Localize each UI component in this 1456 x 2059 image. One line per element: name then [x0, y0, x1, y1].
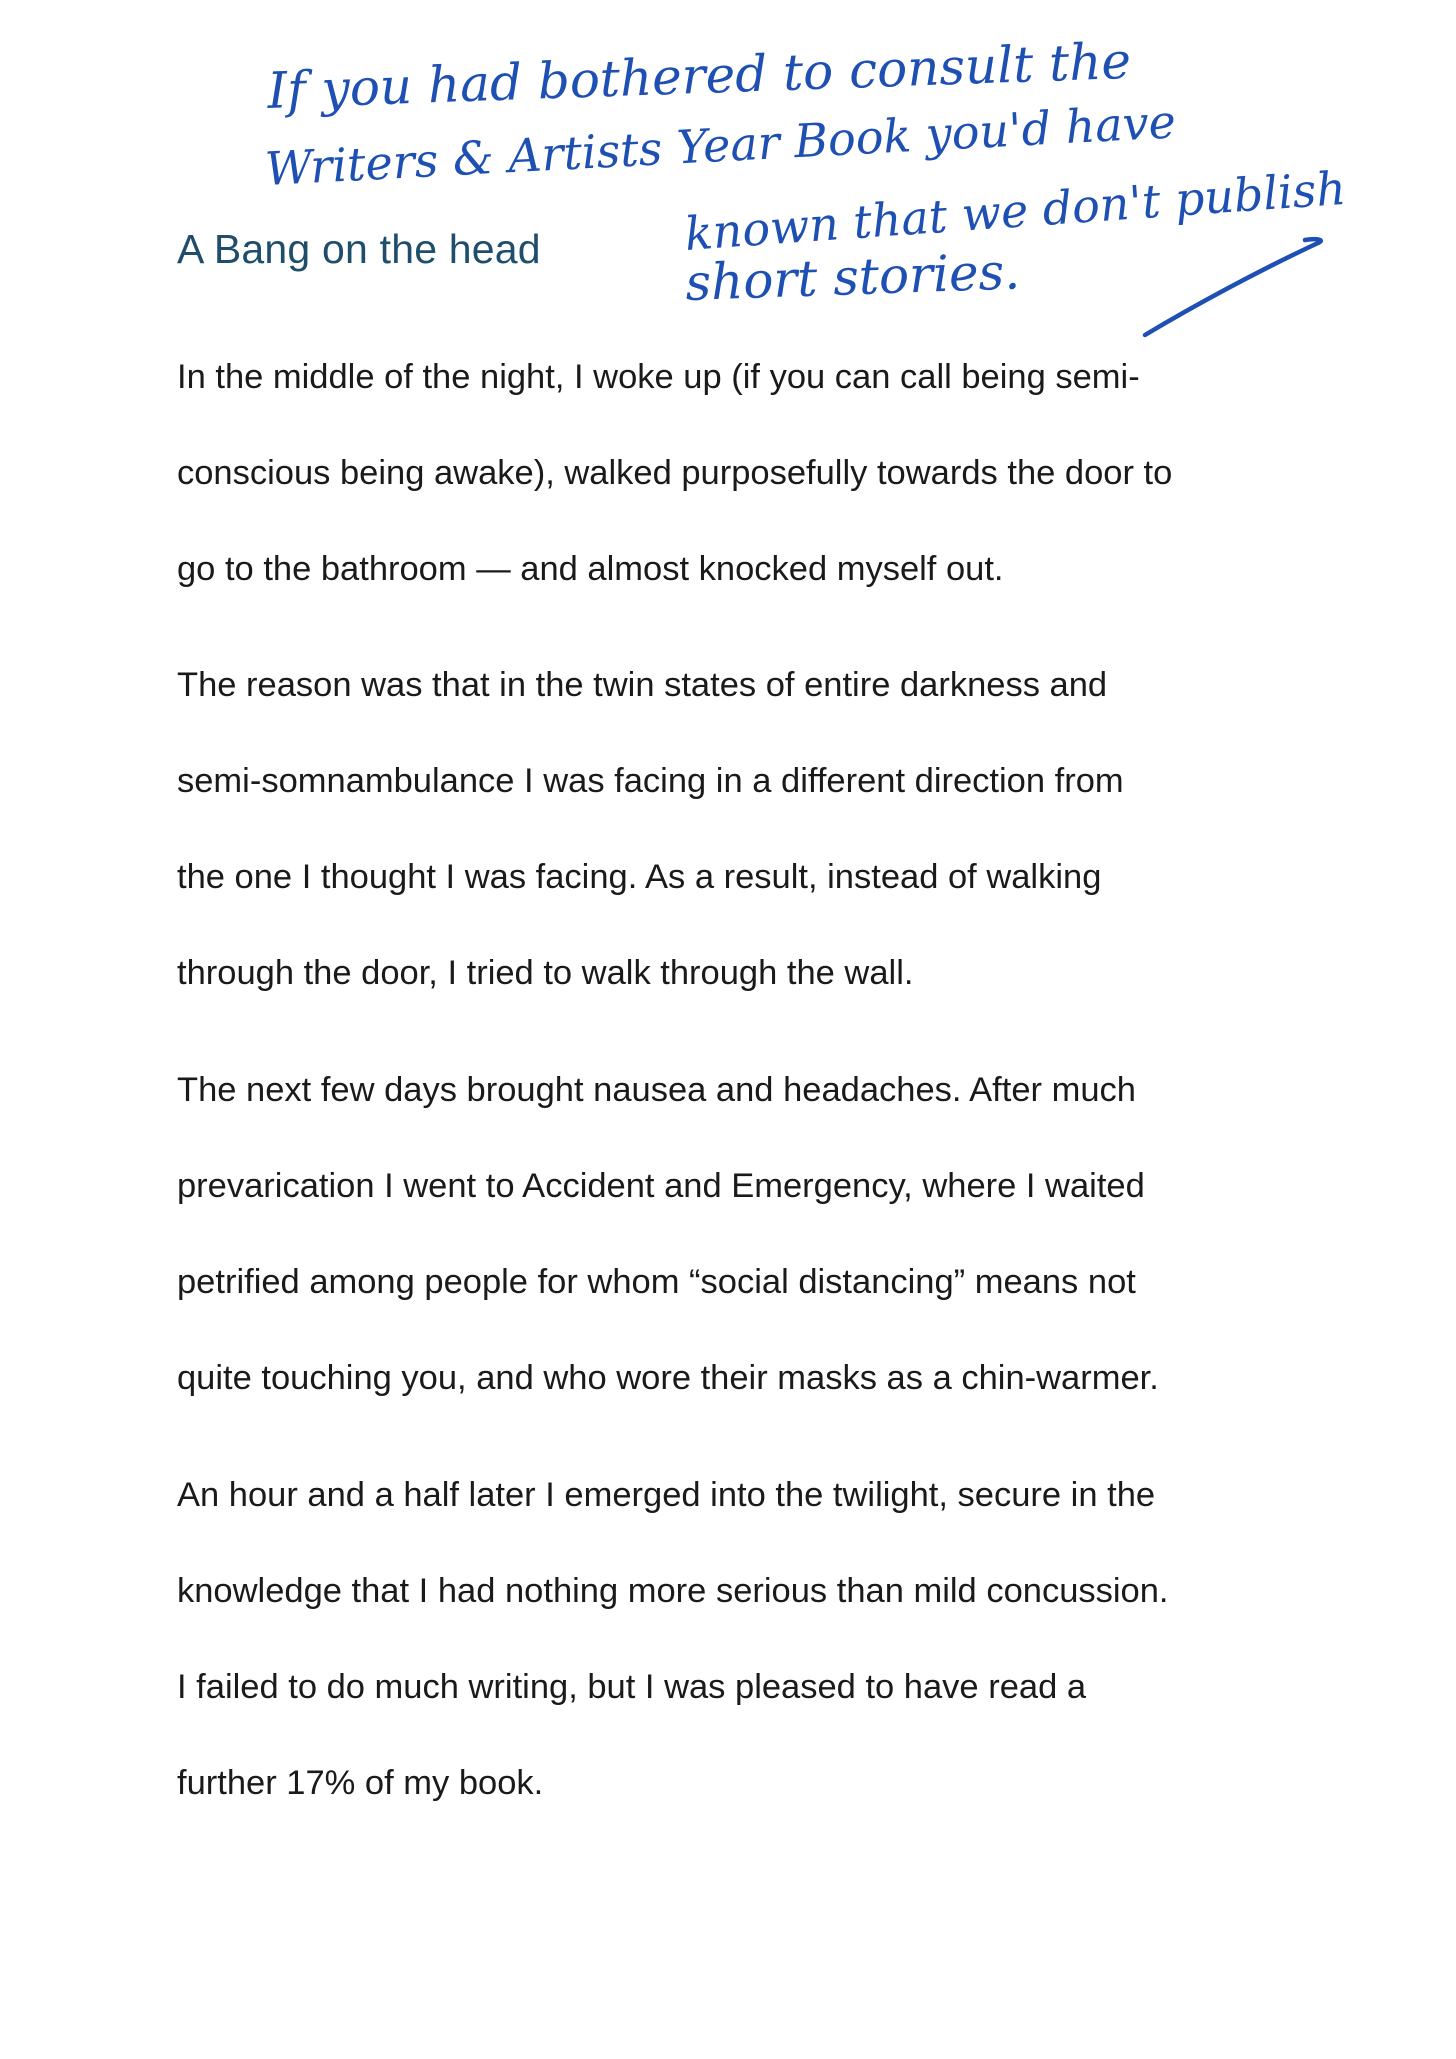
annotation-line-3: known that we don't publish [683, 160, 1348, 261]
paragraph-1 [177, 329, 1317, 617]
text-line: I failed to do much writing, but I was pleased to have read a [177, 1668, 1087, 1706]
text-line: petrified among people for whom “social distancing” means not [177, 1263, 1136, 1301]
text-line: the one I thought I was facing. As a result, instead of walking [177, 858, 1102, 896]
text-line: In the middle of the night, I woke up (if you can call being semi- [177, 358, 1140, 396]
annotation-line-4: short stories. [684, 242, 1021, 312]
text-line: quite touching you, and who wore their masks as a chin-warmer. [177, 1359, 1159, 1397]
annotation-arrow-stroke [1145, 239, 1321, 335]
text-line: further 17% of my book. [177, 1764, 544, 1802]
text-line: semi-somnambulance I was facing in a different direction from [177, 762, 1124, 800]
text-line: knowledge that I had nothing more serious than mild concussion. [177, 1572, 1169, 1610]
text-line: through the door, I tried to walk through the wall. [177, 954, 914, 992]
annotation-line-1: If you had bothered to consult the [266, 31, 1132, 120]
paragraph-4 [177, 1447, 1317, 1831]
handwritten-annotation [0, 0, 1456, 360]
paragraph-3 [177, 1042, 1317, 1426]
text-line: go to the bathroom — and almost knocked myself out. [177, 550, 1004, 588]
page-title: A Bang on the head [177, 226, 541, 272]
annotation-line-2: Writers & Artists Year Book you'd have [263, 94, 1178, 196]
text-line: conscious being awake), walked purposefully towards the door to [177, 454, 1173, 492]
text-line: The reason was that in the twin states of entire darkness and [177, 666, 1108, 704]
text-line: prevarication I went to Accident and Emergency, where I waited [177, 1167, 1145, 1205]
paragraph-2 [177, 637, 1317, 1021]
text-line: The next few days brought nausea and headaches. After much [177, 1071, 1136, 1109]
text-line: An hour and a half later I emerged into the twilight, secure in the [177, 1476, 1156, 1514]
